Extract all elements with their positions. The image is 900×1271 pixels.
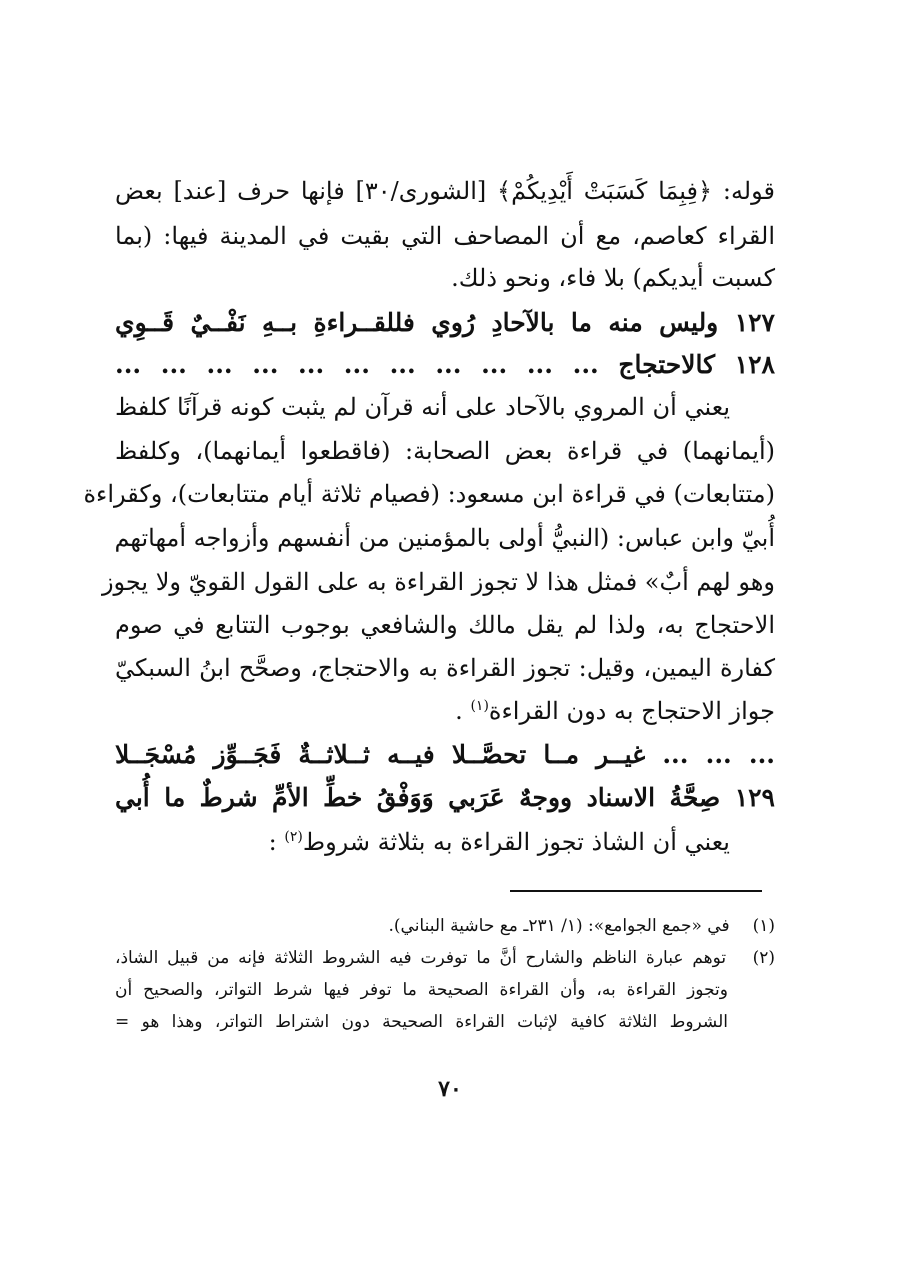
verse-line: ١٢٩ صِحَّةُ الاسناد ووجهٌ عَرَبي وَوَفْقُ خطِّ الأمِّ شرطٌ ما أُبي [115, 783, 775, 812]
footnote [115, 943, 775, 973]
body-line: كسبت أيديكم) بلا فاء، ونحو ذلك. [451, 264, 775, 292]
commentary-line: أُبيّ وابن عباس: (النبيُّ أولى بالمؤمنين من أنفسهم وأزواجه أمهاتهم [114, 524, 775, 552]
footnote-separator [510, 890, 762, 892]
commentary-line: وهو لهم أبٌ» فمثل هذا لا تجوز القراءة به على القول القويّ ولا يجوز [101, 568, 775, 596]
commentary-line-final [115, 691, 775, 731]
footnote-continuation: وتجوز القراءة به، وأن القراءة الصحيحة ما توفر فيها شرط التواتر، والصحيح أن [115, 980, 728, 1000]
footnote-continuation: الشروط الثلاثة كافية لإثبات القراءة الصحيحة دون اشتراط التواتر، وهذا هو = [115, 1012, 728, 1032]
commentary-line: كفارة اليمين، وقيل: تجوز القراءة به والاحتجاج، وصحَّح ابنُ السبكيّ [115, 654, 775, 682]
footnote-number: (١) [752, 916, 775, 936]
footnote-text: في «جمع الجوامع»: (١/ ٢٣١ـ مع حاشية البناني). [388, 916, 730, 936]
commentary-line: الاحتجاج به، ولذا لم يقل مالك والشافعي بوجوب التتابع في صوم [115, 611, 775, 639]
verse-line: ... ... ... غيــر مــا تحصَّــلا فيــه ثــلاثــةٌ فَجَــوِّز مُسْجَــلا [115, 740, 775, 769]
verse-line: ١٢٨ كالاحتجاج ... ... ... ... ... ... ... ... ... ... ... [115, 350, 775, 379]
footnote-ref: (١) [470, 698, 489, 714]
commentary-line: (متتابعات) في قراءة ابن مسعود: (فصيام ثلاثة أيام متتابعات)، وكقراءة [83, 480, 775, 508]
closing-line [115, 822, 730, 862]
footnote-text: توهم عبارة الناظم والشارح أنَّ ما توفرت فيه الشروط الثلاثة فإنه من قبيل الشاذ، [115, 948, 727, 968]
footnote-ref: (٢) [284, 829, 303, 845]
commentary-text: جواز الاحتجاج به دون القراءة [488, 697, 775, 725]
commentary-line: يعني أن المروي بالآحاد على أنه قرآن لم يثبت كونه قرآنًا كلفظ [115, 393, 730, 421]
closing-text: يعني أن الشاذ تجوز القراءة به بثلاثة شروط [302, 828, 730, 856]
page-number: ٧٠ [438, 1076, 462, 1102]
body-line: القراء كعاصم، مع أن المصاحف التي بقيت في المدينة فيها: (بما [115, 222, 775, 250]
verse-line: ١٢٧ وليس منه ما بالآحادِ رُوي فللقــراءةِ بــهِ نَفْــيٌ قَــوِي [115, 308, 775, 337]
closing-end: : [268, 828, 277, 856]
footnote [115, 911, 775, 941]
commentary-line: (أيمانهما) في قراءة بعض الصحابة: (فاقطعوا أيمانهما)، وكلفظ [115, 437, 775, 465]
footnote-number: (٢) [752, 948, 775, 968]
body-line: قوله: ﴿فِبِمَا كَسَبَتْ أَيْدِيكُمْ﴾ [الشورى/٣٠] فإنها حرف [عند] بعض [115, 177, 775, 205]
commentary-end: . [455, 697, 463, 725]
